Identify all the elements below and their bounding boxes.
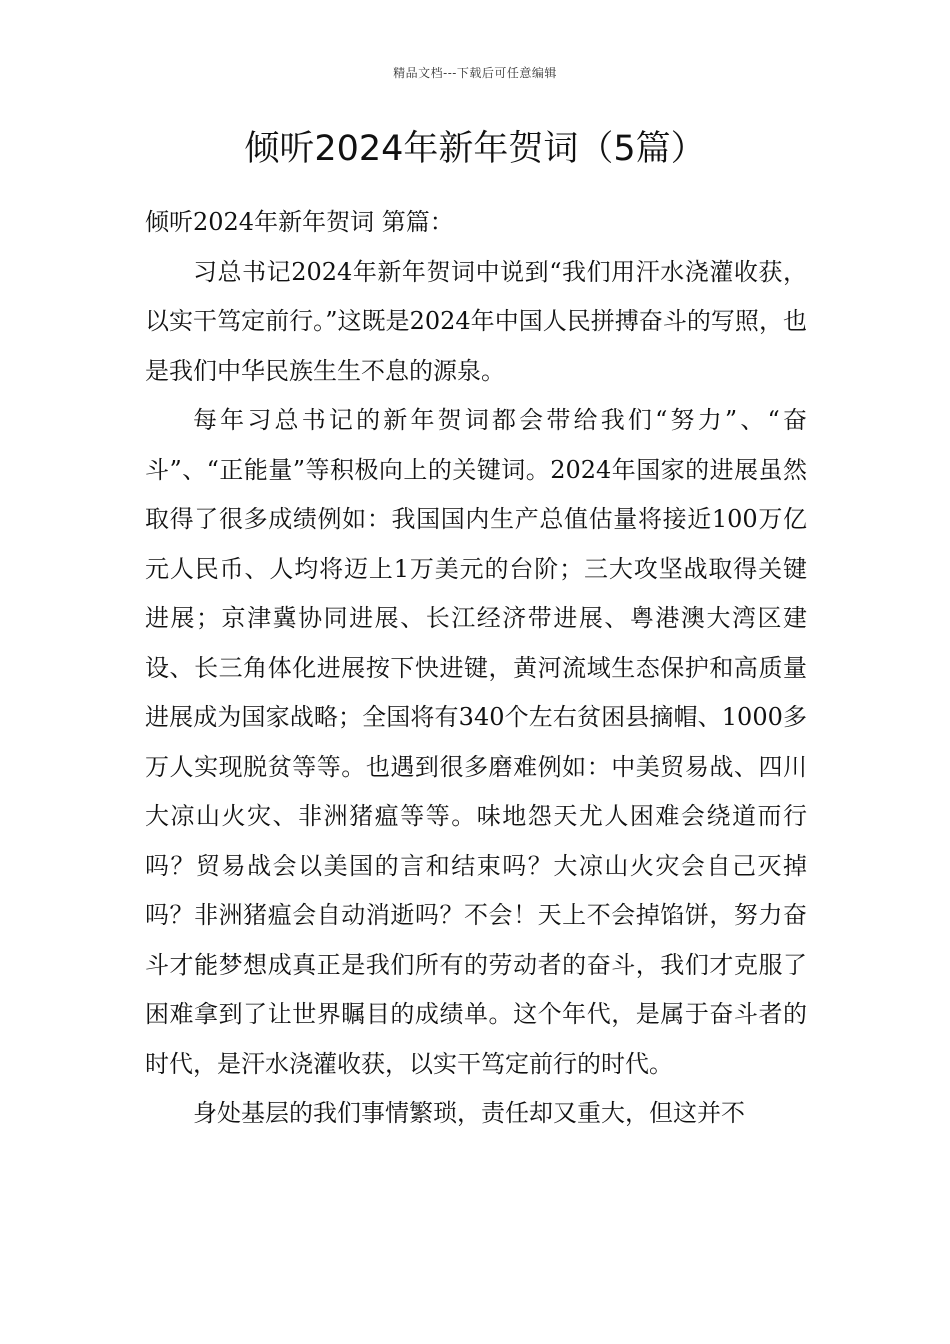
section-heading: 倾听2024年新年贺词 第篇：: [145, 208, 454, 236]
paragraph-2: 每年习总书记的新年贺词都会带给我们“努力”、“奋斗”、“正能量”等积极向上的关键词。2024年国家的进展虽然取得了很多成绩例如：我国国内生产总值估量将接近100万亿元人民币、人均将迈上1万美元的台阶；三大攻坚战取得关键进展；京津冀协同进展、长江经济带进展、粤港澳大湾区建设、长三角体化进展按下快进键，黄河流域生态保护和高质量进展成为国家战略；全国将有340个左右贫困县摘帽、1000多万人实现脱贫等等。也遇到很多磨难例如：中美贸易战、四川大凉山火灾、非洲猪瘟等等。味地怨天尤人困难会绕道而行吗？贸易战会以美国的言和结束吗？大凉山火灾会自己灭掉吗？非洲猪瘟会自动消逝吗？不会！天上不会掉馅饼，努力奋斗才能梦想成真正是我们所有的劳动者的奋斗，我们才克服了困难拿到了让世界瞩目的成绩单。这个年代，是属于奋斗者的时代，是汗水浇灌收获，以实干笃定前行的时代。: [145, 406, 807, 1078]
document-body: [145, 198, 807, 1139]
paragraph-3: 身处基层的我们事情繁琐，责任却又重大，但这并不: [193, 1099, 745, 1127]
header-note: 精品文档---下载后可任意编辑: [393, 66, 557, 80]
document-title: 倾听2024年新年贺词（5篇）: [244, 129, 706, 169]
paragraph-1: 习总书记2024年新年贺词中说到“我们用汗水浇灌收获，以实干笃定前行。”这既是2024年中国人民拼搏奋斗的写照，也是我们中华民族生生不息的源泉。: [145, 257, 807, 385]
